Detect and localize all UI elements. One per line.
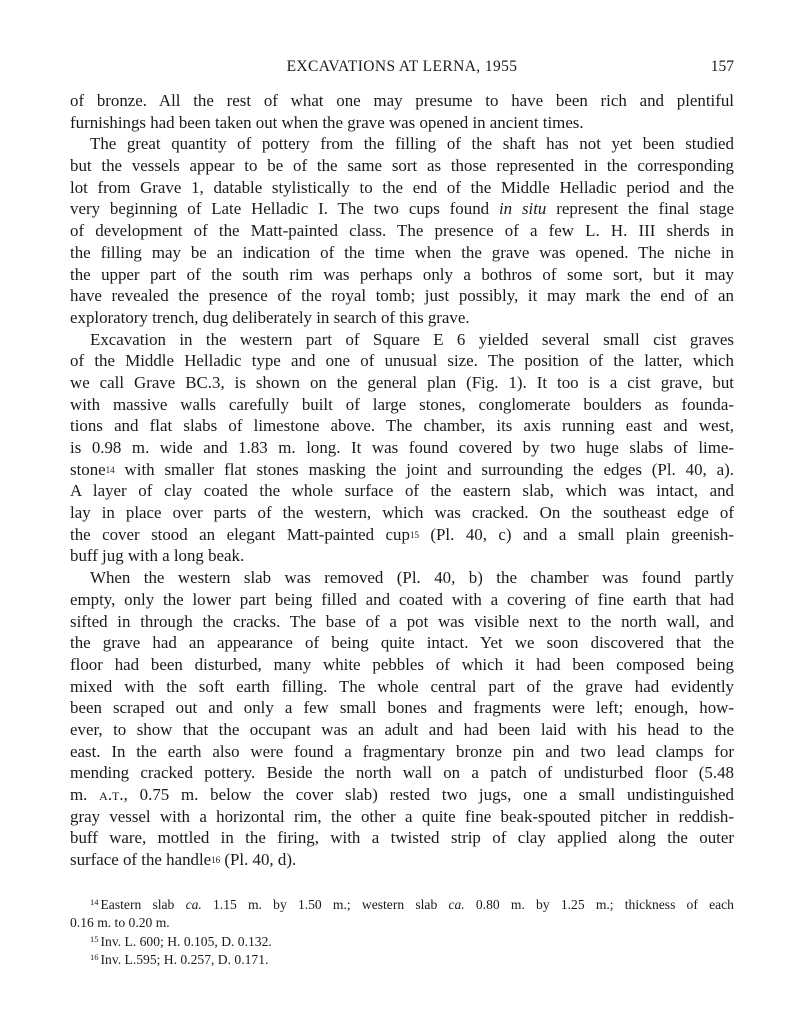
text-line: the upper part of the south rim was perhaps only a bothros of some sort, but it may bbox=[70, 264, 734, 284]
text-run: (Pl. 40, d). bbox=[220, 850, 297, 870]
text-line: but the vessels appear to be of the same sort as those represented in the corresponding bbox=[70, 156, 734, 176]
text-line: buff ware, mottled in the firing, with a twisted strip of clay applied along the outer bbox=[70, 828, 734, 848]
italic-abbrev: ca. bbox=[185, 897, 202, 912]
text-line bbox=[70, 524, 734, 546]
text-line: lay in place over parts of the western, which was cracked. On the southeast edge of bbox=[70, 503, 734, 523]
text-line bbox=[70, 198, 734, 220]
italic-abbrev: ca. bbox=[448, 897, 465, 912]
running-title: EXCAVATIONS AT LERNA, 1955 bbox=[286, 58, 518, 75]
text-line: is 0.98 m. wide and 1.83 m. long. It was found covered by two huge slabs of lime- bbox=[70, 438, 734, 457]
text-line: sifted in through the cracks. The base of a pot was visible next to the north wall, and bbox=[70, 611, 734, 631]
text-line bbox=[70, 849, 734, 871]
text-line: ever, to show that the occupant was an adult and had been laid with his head to the bbox=[70, 719, 734, 739]
text-run: represent the final stage bbox=[546, 199, 734, 219]
footnote-mark: 14 bbox=[90, 897, 99, 907]
text-line: the grave had an appearance of being quite intact. Yet we soon discovered that the bbox=[70, 633, 734, 653]
text-line: with massive walls carefully built of large stones, conglomerate boulders as founda- bbox=[70, 394, 734, 414]
italic-phrase: in situ bbox=[498, 199, 547, 219]
text-line: When the western slab was removed (Pl. 40, b) the chamber was found partly bbox=[90, 568, 734, 588]
text-line: The great quantity of pottery from the filling of the shaft has not yet been studied bbox=[90, 134, 734, 154]
text-line: have revealed the presence of the royal tomb; just possibly, it may mark the end of an bbox=[70, 286, 734, 306]
text-line: Excavation in the western part of Square E 6 yielded several small cist graves bbox=[90, 329, 734, 349]
text-line: of bronze. All the rest of what one may presume to have been rich and plentiful bbox=[70, 91, 734, 110]
text-run: 1.15 m. by 1.50 m.; western slab bbox=[201, 897, 449, 912]
page-header bbox=[70, 58, 734, 80]
footnote-mark: 15 bbox=[90, 933, 99, 944]
small-caps-abbrev: a.t. bbox=[99, 785, 124, 804]
text-run: surface of the handle bbox=[70, 850, 212, 870]
text-run: 0.80 m. by 1.25 m.; thickness of each bbox=[464, 897, 734, 912]
footnotes bbox=[70, 896, 734, 970]
text-line: the filling may be an indication of the time when the grave was opened. The niche in bbox=[70, 242, 734, 262]
text-run: Eastern slab bbox=[100, 897, 186, 912]
text-line: exploratory trench, dug deliberately in search of this grave. bbox=[70, 307, 470, 327]
footnote-14-continued: 0.16 m. to 0.20 m. bbox=[70, 915, 170, 931]
text-line: mending cracked pottery. Beside the north wall on a patch of undisturbed floor (5.48 bbox=[70, 763, 734, 783]
text-run: , 0.75 m. below the cover slab) rested two jugs, one a small undistinguished bbox=[123, 785, 734, 804]
text-run: the cover stood an elegant Matt-painted cup bbox=[70, 524, 410, 544]
text-line: A layer of clay coated the whole surface of the eastern slab, which was intact, and bbox=[70, 481, 734, 501]
footnote-16 bbox=[70, 951, 734, 969]
text-run: stone bbox=[70, 459, 106, 479]
text-line bbox=[70, 459, 734, 481]
text-line: buff jug with a long beak. bbox=[70, 546, 245, 566]
footnote-text: Inv. L.595; H. 0.257, D. 0.171. bbox=[100, 952, 269, 968]
text-line: empty, only the lower part being filled and coated with a covering of fine earth that had bbox=[70, 589, 734, 609]
text-line: of development of the Matt-painted class. The presence of a few L. H. III sherds in bbox=[70, 221, 734, 241]
footnote-ref[interactable]: 14 bbox=[105, 464, 115, 475]
text-line: east. In the earth also were found a fragmentary bronze pin and two lead clamps for bbox=[70, 741, 734, 761]
text-run: with smaller flat stones masking the joint and surrounding the edges (Pl. 40, a). bbox=[114, 459, 734, 479]
footnote-14 bbox=[70, 896, 734, 914]
text-run: very beginning of Late Helladic I. The two cups found bbox=[70, 199, 499, 219]
text-line: gray vessel with a horizontal rim, the other a quite fine beak-spouted pitcher in reddish- bbox=[70, 806, 734, 826]
body-text bbox=[70, 90, 734, 871]
text-line: mixed with the soft earth filling. The whole central part of the grave had evidently bbox=[70, 676, 734, 696]
footnote-15 bbox=[70, 933, 734, 951]
text-line: we call Grave BC.3, is shown on the general plan (Fig. 1). It too is a cist grave, but bbox=[70, 372, 734, 392]
text-line: lot from Grave 1, datable stylistically to the end of the Middle Helladic period and the bbox=[70, 177, 734, 197]
text-line: tions and flat slabs of limestone above. The chamber, its axis running east and west, bbox=[70, 416, 734, 436]
text-line: furnishings had been taken out when the grave was opened in ancient times. bbox=[70, 112, 584, 132]
page-number: 157 bbox=[710, 58, 734, 75]
footnote-ref[interactable]: 16 bbox=[211, 855, 221, 866]
text-line bbox=[70, 784, 734, 806]
footnote-mark: 16 bbox=[90, 952, 99, 963]
text-line: been scraped out and only a few small bones and fragments were left; enough, how- bbox=[70, 698, 734, 718]
text-run: (Pl. 40, c) and a small plain greenish- bbox=[418, 524, 735, 544]
text-run: m. bbox=[70, 785, 100, 804]
footnote-ref[interactable]: 15 bbox=[409, 529, 419, 540]
text-line: of the Middle Helladic type and one of unusual size. The position of the latter, which bbox=[70, 351, 734, 371]
footnote-text: Inv. L. 600; H. 0.105, D. 0.132. bbox=[100, 933, 272, 949]
text-line: floor had been disturbed, many white pebbles of which it had been composed being bbox=[70, 654, 734, 674]
